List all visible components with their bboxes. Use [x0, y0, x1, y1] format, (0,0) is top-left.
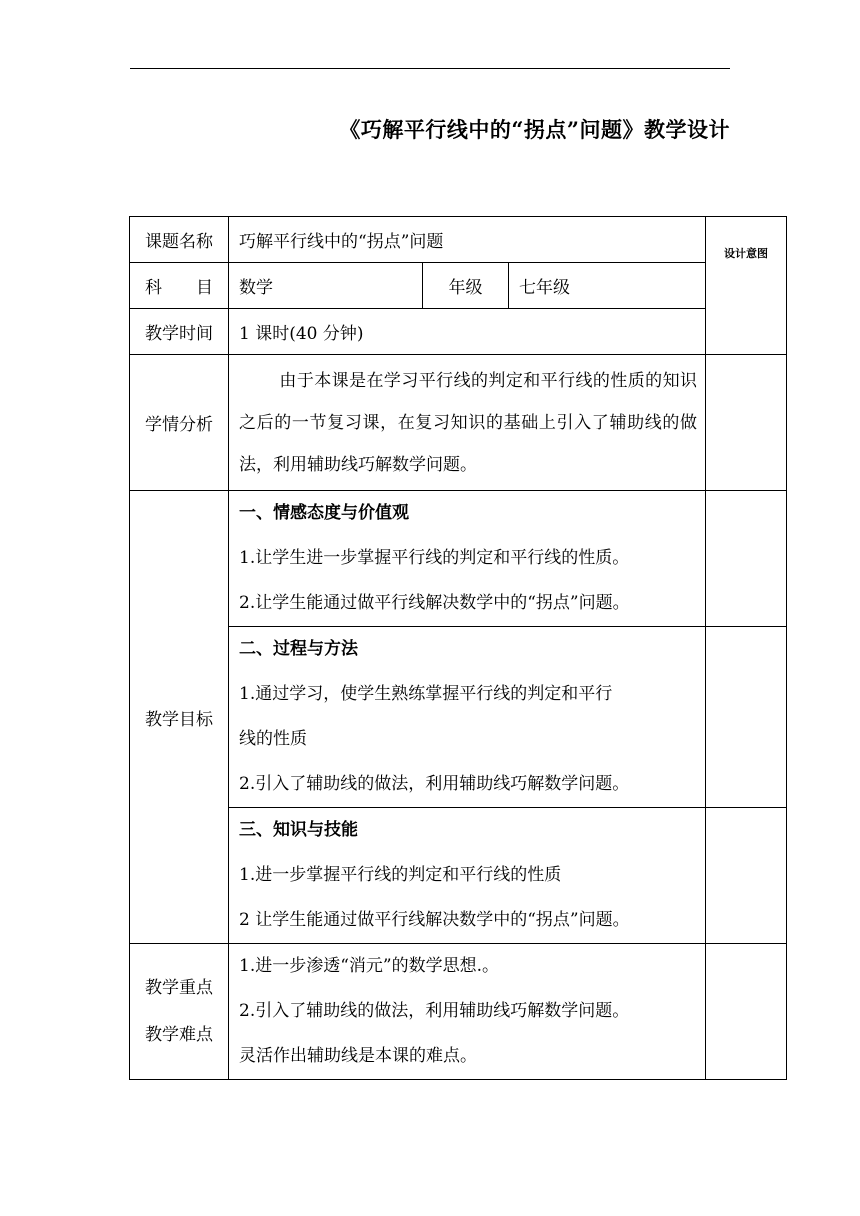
key-point-item: 2.引入了辅助线的做法，利用辅助线巧解数学问题。	[239, 1001, 630, 1021]
goals-item: 1.让学生进一步掌握平行线的判定和平行线的性质。	[239, 548, 630, 568]
analysis-text: 由于本课是在学习平行线的判定和平行线的性质的知识之后的一节复习课，在复习知识的基础上引入了辅助线的做法，利用辅助线巧解数学问题。	[239, 370, 697, 475]
goals-section-3	[229, 808, 706, 944]
analysis-text-cell	[229, 355, 706, 491]
label-key: 教学重点	[145, 977, 213, 998]
label-key-difficult	[130, 944, 229, 1080]
goals-item: 线的性质	[239, 729, 307, 749]
key-point-item: 1.进一步渗透“消元”的数学思想.。	[239, 956, 500, 976]
goals-section-title: 二、过程与方法	[239, 639, 358, 659]
row-goals-3	[130, 808, 787, 944]
goals-section-2	[229, 627, 706, 808]
goals-section-title: 三、知识与技能	[239, 820, 358, 840]
value-grade: 七年级	[509, 263, 706, 309]
label-grade: 年级	[423, 263, 509, 309]
design-intent-header: 设计意图	[706, 217, 787, 355]
design-intent-goals-2	[706, 627, 787, 808]
label-goals: 教学目标	[130, 491, 229, 944]
goals-item: 2.让学生能通过做平行线解决数学中的“拐点”问题。	[239, 593, 630, 613]
goals-item: 1.通过学习，使学生熟练掌握平行线的判定和平行	[239, 684, 613, 704]
lesson-plan-table	[129, 216, 787, 1080]
design-intent-goals-3	[706, 808, 787, 944]
value-topic: 巧解平行线中的“拐点”问题	[229, 217, 706, 263]
design-intent-goals-1	[706, 491, 787, 627]
label-analysis: 学情分析	[130, 355, 229, 491]
row-key-points	[130, 944, 787, 1080]
design-intent-key-points	[706, 944, 787, 1080]
label-difficult: 教学难点	[145, 1024, 213, 1045]
row-topic	[130, 217, 787, 263]
key-points-cell	[229, 944, 706, 1080]
row-goals-2	[130, 627, 787, 808]
row-subject	[130, 263, 787, 309]
row-time	[130, 309, 787, 355]
label-topic: 课题名称	[130, 217, 229, 263]
goals-item: 2.引入了辅助线的做法，利用辅助线巧解数学问题。	[239, 774, 630, 794]
design-intent-analysis	[706, 355, 787, 491]
row-analysis	[130, 355, 787, 491]
key-point-item: 灵活作出辅助线是本课的难点。	[239, 1046, 477, 1066]
label-subject: 科 目	[130, 263, 229, 309]
goals-item: 1.进一步掌握平行线的判定和平行线的性质	[239, 865, 562, 885]
label-time: 教学时间	[130, 309, 229, 355]
goals-section-title: 一、情感态度与价值观	[239, 503, 409, 523]
document-title: 《巧解平行线中的“拐点”问题》教学设计	[339, 117, 730, 142]
goals-item: 2 让学生能通过做平行线解决数学中的“拐点”问题。	[239, 910, 630, 930]
header-rule	[130, 68, 730, 69]
value-time: 1 课时(40 分钟)	[229, 309, 706, 355]
row-goals-1	[130, 491, 787, 627]
value-subject: 数学	[229, 263, 423, 309]
goals-section-1	[229, 491, 706, 627]
